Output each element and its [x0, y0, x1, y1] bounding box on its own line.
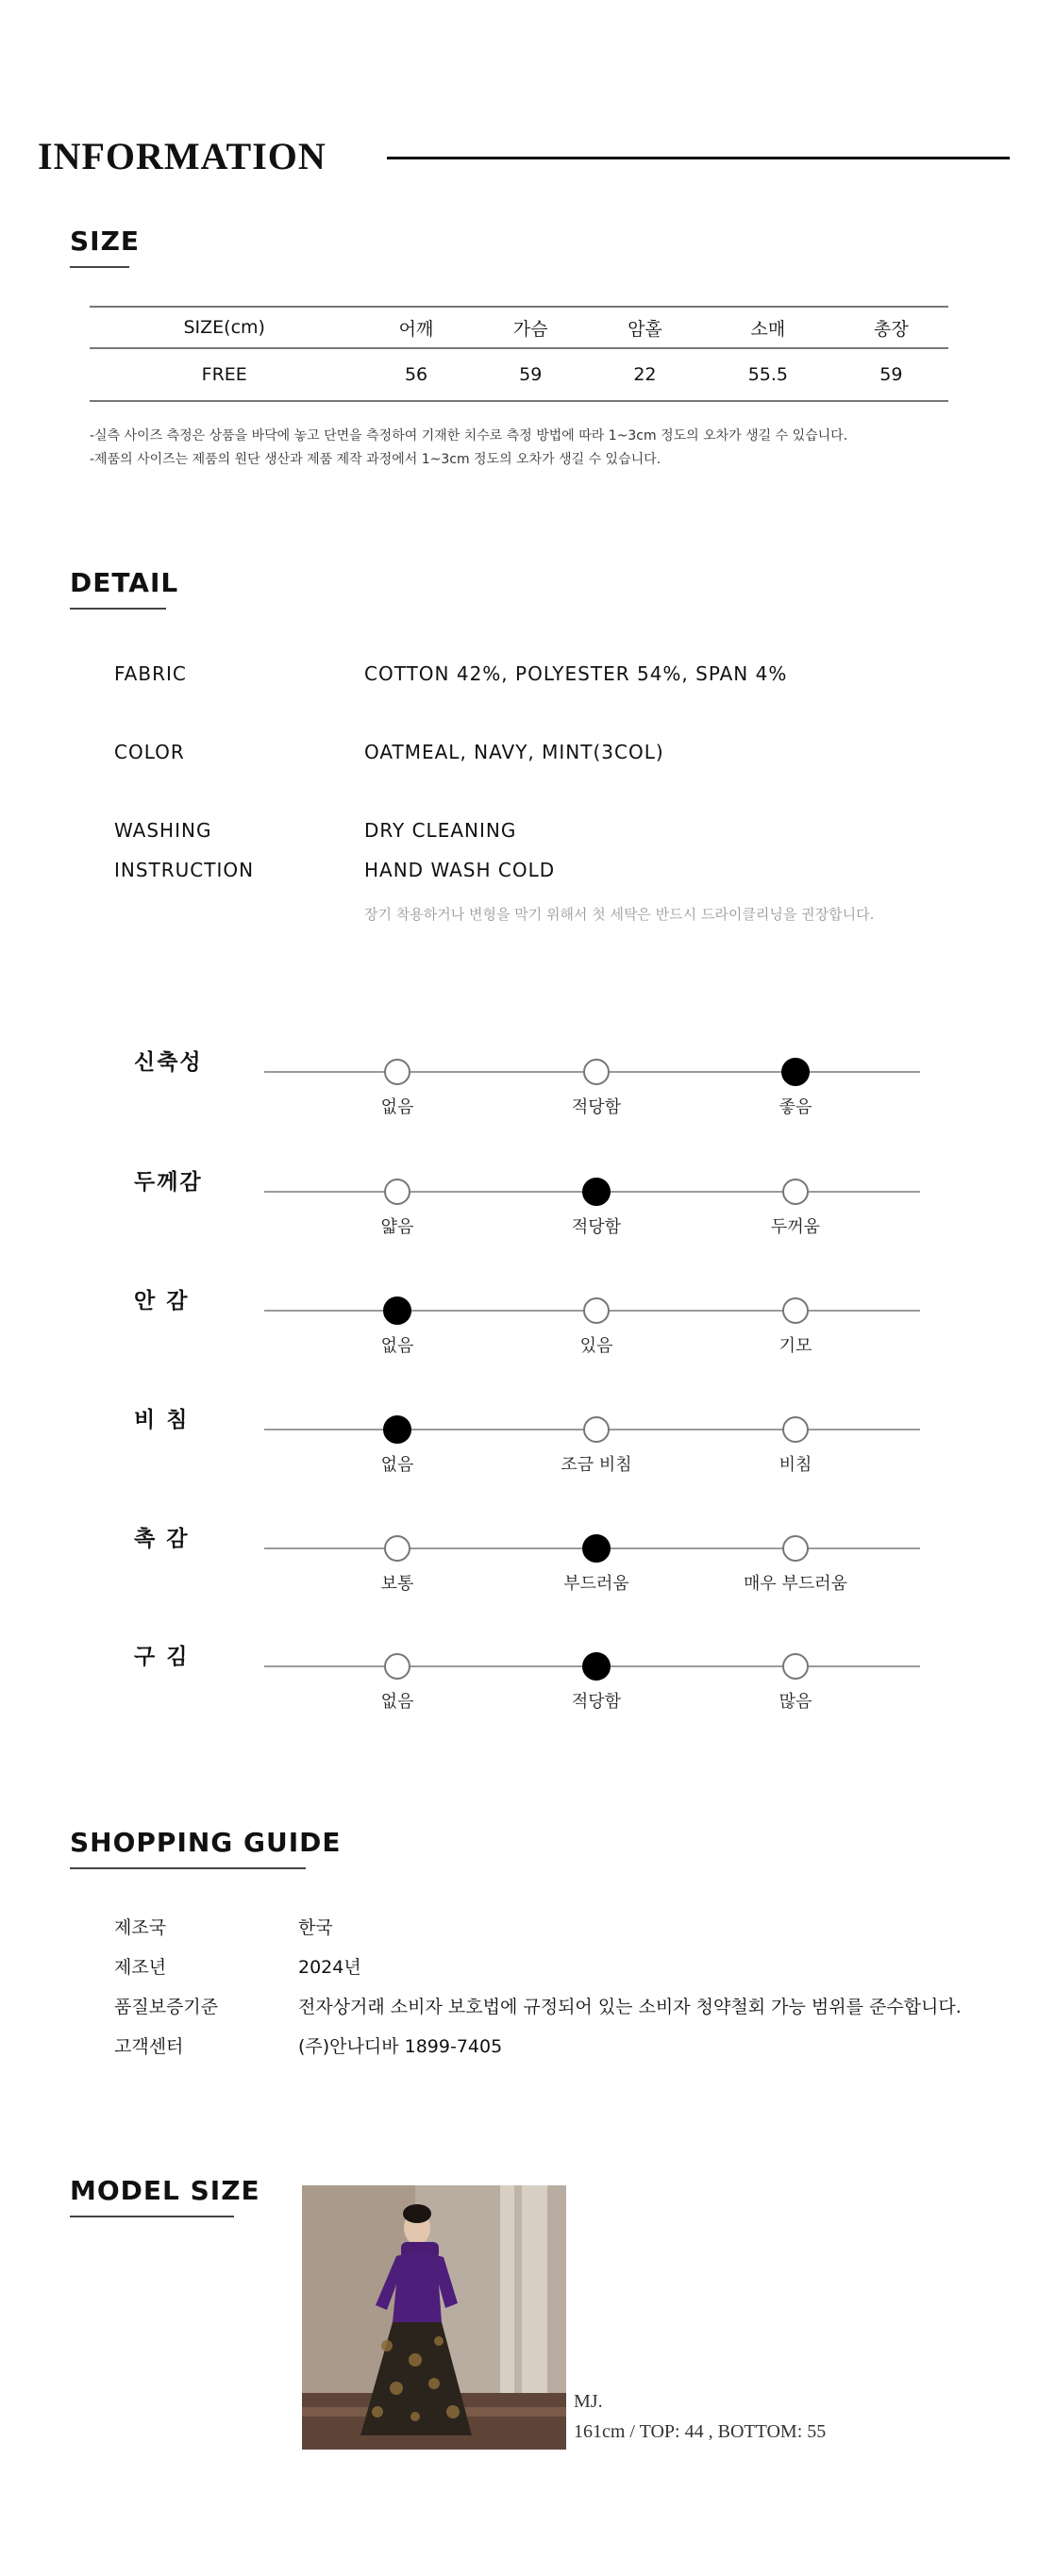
size-note-1: -실측 사이즈 측정은 상품을 바닥에 놓고 단면을 측정하여 기재한 치수로 측정 방법에 따라 1~3cm 정도의 오차가 생길 수 있습니다.: [90, 428, 848, 443]
guide-label-cs: 고객센터: [114, 2036, 184, 2057]
scale-option-label: 없음: [380, 1097, 414, 1117]
information-title: INFORMATION: [38, 135, 326, 177]
scale-dot: [384, 1059, 410, 1085]
model-name: MJ.: [574, 2391, 603, 2412]
scale-option-label: 적당함: [571, 1097, 622, 1117]
size-cell: 22: [633, 364, 657, 385]
scale-option-label: 없음: [380, 1336, 414, 1356]
size-table-header-row: [90, 307, 948, 348]
detail-title-underline: [70, 608, 166, 610]
color-label: COLOR: [114, 741, 185, 763]
scale-dot: [782, 1179, 809, 1205]
scale-label: 구 김: [134, 1645, 190, 1669]
scale-option-label: 조금 비침: [561, 1455, 632, 1475]
guide-value-cs: (주)안나디바 1899-7405: [298, 2036, 503, 2057]
scale-dot-selected: [582, 1178, 611, 1206]
washing-label: WASHING: [114, 819, 212, 842]
scale-label: 촉 감: [134, 1527, 190, 1551]
scale-label: 두께감: [134, 1170, 203, 1195]
shopping-guide-underline: [70, 1867, 306, 1869]
size-cell: 59: [879, 364, 903, 385]
scale-option-label: 없음: [380, 1692, 414, 1712]
scale-dot-selected: [582, 1652, 611, 1681]
scale-dot: [782, 1653, 809, 1680]
fabric-value: COTTON 42%, POLYESTER 54%, SPAN 4%: [364, 662, 788, 685]
size-header-cell: 가슴: [512, 318, 548, 340]
scale-dot: [583, 1297, 610, 1324]
instruction-label: INSTRUCTION: [114, 859, 255, 881]
shopping-guide-title: SHOPPING GUIDE: [70, 1827, 342, 1858]
scale-dot: [782, 1535, 809, 1562]
washing-value-hand: HAND WASH COLD: [364, 859, 556, 881]
information-rule: [387, 157, 1010, 159]
size-table: [90, 306, 948, 402]
scale-dot: [384, 1653, 410, 1680]
size-header-cell: 암홀: [628, 318, 662, 340]
size-note-2: -제품의 사이즈는 제품의 원단 생산과 제품 제작 과정에서 1~3cm 정도의 오차가 생길 수 있습니다.: [90, 452, 661, 467]
scale-option-label: 있음: [579, 1336, 613, 1356]
size-section-title: SIZE: [70, 226, 141, 257]
washing-note: 장기 착용하거나 변형을 막기 위해서 첫 세탁은 반드시 드라이클리닝을 권장합니다.: [364, 906, 875, 923]
fabric-label: FABRIC: [114, 662, 187, 685]
size-header-cell: SIZE(cm): [183, 317, 265, 338]
scale-option-label: 얇음: [380, 1217, 414, 1237]
guide-label-country: 제조국: [114, 1917, 167, 1938]
size-cell: 56: [404, 364, 428, 385]
scale-option-label: 매우 부드러움: [743, 1574, 848, 1594]
size-cell: 55.5: [747, 364, 789, 385]
model-spec: 161cm / TOP: 44 , BOTTOM: 55: [574, 2421, 827, 2442]
size-header-cell: 어깨: [398, 318, 434, 340]
scale-label: 안 감: [134, 1289, 190, 1313]
size-header-cell: 총장: [874, 318, 909, 340]
scale-dot: [782, 1416, 809, 1443]
color-value: OATMEAL, NAVY, MINT(3COL): [364, 741, 664, 763]
scale-dot-selected: [383, 1415, 411, 1444]
scale-option-label: 좋음: [778, 1097, 812, 1117]
model-size-title: MODEL SIZE: [70, 2175, 260, 2206]
scale-label: 비 침: [134, 1408, 190, 1432]
scale-option-label: 많음: [778, 1692, 812, 1712]
scale-dot: [583, 1416, 610, 1443]
scale-option-label: 부드러움: [563, 1574, 629, 1594]
guide-value-country: 한국: [298, 1917, 333, 1938]
scale-dot: [384, 1179, 410, 1205]
scale-dot: [583, 1059, 610, 1085]
size-title-underline: [70, 266, 129, 268]
scale-dot: [782, 1297, 809, 1324]
scale-option-label: 적당함: [571, 1692, 622, 1712]
washing-value-dry: DRY CLEANING: [364, 819, 517, 842]
size-cell: FREE: [201, 364, 247, 385]
size-header-cell: 소매: [750, 318, 786, 340]
guide-value-year: 2024년: [298, 1957, 361, 1978]
scale-option-label: 기모: [778, 1336, 812, 1356]
model-photo: [302, 2185, 566, 2450]
scale-option-label: 없음: [380, 1455, 414, 1475]
guide-label-quality: 품질보증기준: [114, 1997, 219, 2017]
scale-option-label: 비침: [778, 1455, 812, 1475]
guide-label-year: 제조년: [114, 1957, 167, 1978]
scale-label: 신축성: [134, 1050, 203, 1075]
scale-dot: [384, 1535, 410, 1562]
scale-dot-selected: [582, 1534, 611, 1563]
scale-option-label: 두꺼움: [770, 1217, 821, 1237]
size-cell: 59: [519, 364, 543, 385]
scale-option-label: 보통: [380, 1574, 414, 1594]
guide-value-quality: 전자상거래 소비자 보호법에 규정되어 있는 소비자 청약철회 가능 범위를 준수합니다.: [298, 1997, 962, 2017]
detail-section-title: DETAIL: [70, 567, 179, 598]
model-size-underline: [70, 2216, 234, 2217]
scale-dot-selected: [781, 1058, 810, 1086]
scale-dot-selected: [383, 1296, 411, 1325]
size-table-row: [90, 348, 948, 401]
scale-option-label: 적당함: [571, 1217, 622, 1237]
